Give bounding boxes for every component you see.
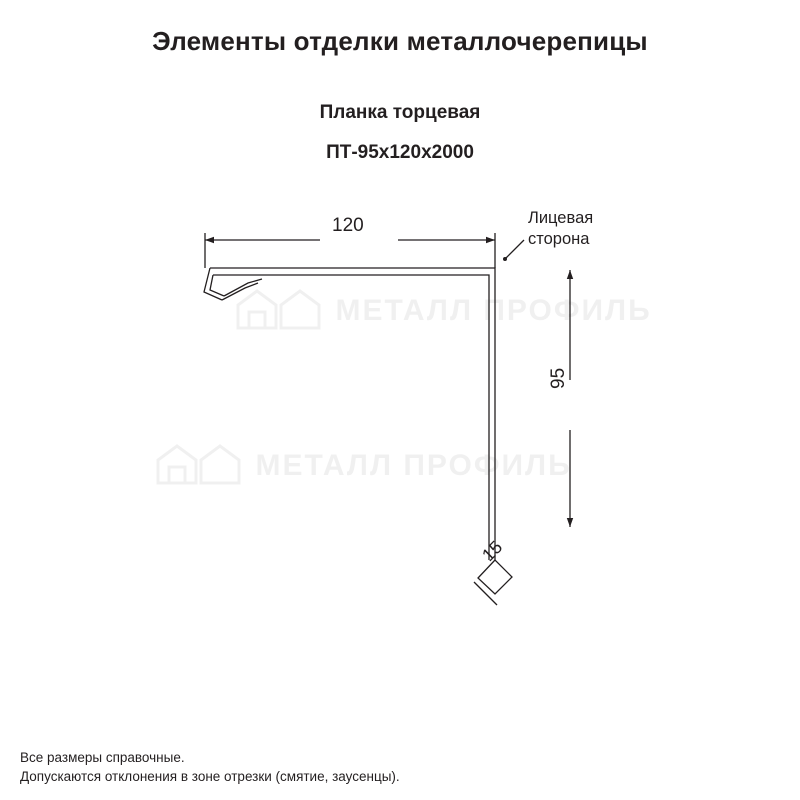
dim-arrow-right [486,237,495,243]
profile-left-hook-tail-inner [224,279,262,296]
profile-outer-line [210,268,495,560]
dim-arrow-up [567,270,573,279]
footnote-line-2: Допускаются отклонения в зоне отрезки (смятие, заусенцы). [20,769,400,784]
face-side-line1: Лицевая [528,209,594,227]
dimension-label-120: 120 [332,215,364,236]
dimension-label-95: 95 [548,367,569,389]
profile-inner-line [213,275,489,553]
watermark-text: МЕТАЛЛ ПРОФИЛЬ [255,448,572,482]
page-title: Элементы отделки металлочерепицы [152,26,648,56]
leader-line-face-side [506,240,524,258]
dim-arrow-down [567,518,573,527]
dim-arrow-left [205,237,214,243]
footnote-line-1: Все размеры справочные. [20,750,185,765]
face-side-annotation [528,208,593,250]
product-name: Планка торцевая [319,102,481,123]
leader-dot [503,257,507,261]
watermark-text: МЕТАЛЛ ПРОФИЛЬ [335,293,652,327]
profile-left-hook-tail-outer [222,283,258,300]
profile-left-hook-inner [210,275,224,296]
face-side-line2: сторона [528,230,590,248]
product-code: ПТ-95х120х2000 [326,142,474,163]
profile-left-hook-outer [204,268,222,300]
dimension-label-15: 15 [478,536,507,566]
profile-bottom-flange [478,560,512,594]
footnotes [20,748,400,786]
